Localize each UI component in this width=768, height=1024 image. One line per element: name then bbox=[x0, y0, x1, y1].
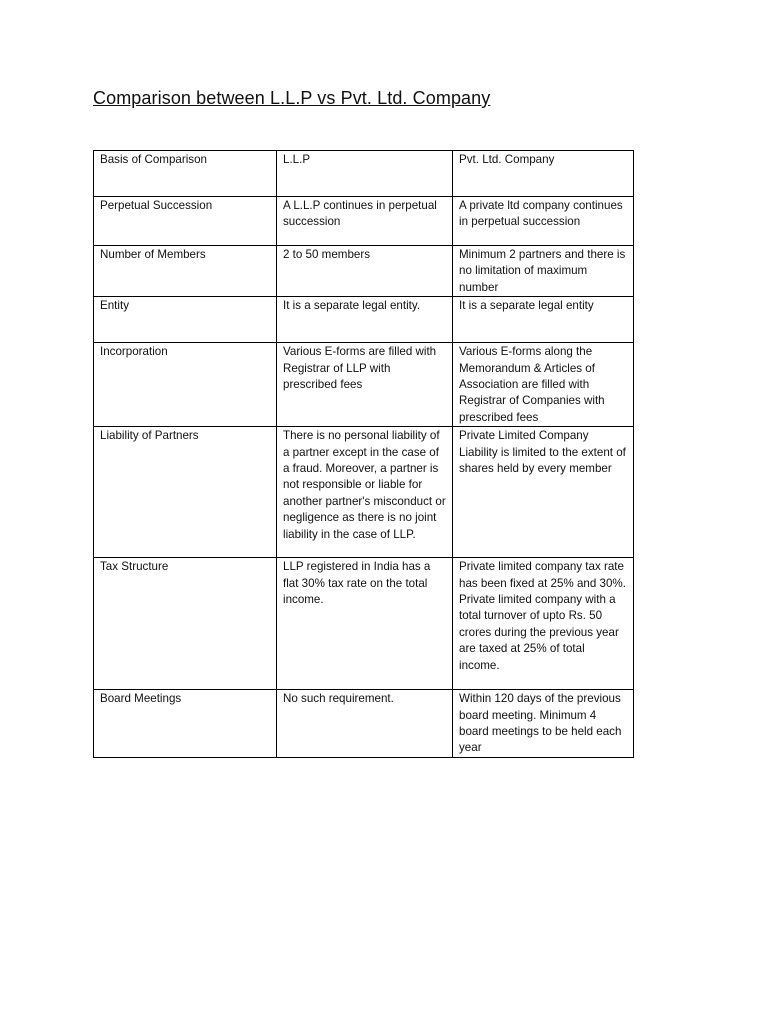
row-label-cell: Number of Members bbox=[94, 246, 277, 297]
pvt-ltd-cell: Private limited company tax rate has been fixed at 25% and 30%. Private limited company with a total turnover of upto Rs. 50 crores during the previous year are taxed at 25% of total income. bbox=[453, 558, 634, 690]
table-row bbox=[94, 427, 634, 558]
header-cell-pvt-ltd: Pvt. Ltd. Company bbox=[453, 151, 634, 197]
llp-cell: No such requirement. bbox=[277, 690, 453, 758]
pvt-ltd-cell: Private Limited Company Liability is limited to the extent of shares held by every member bbox=[453, 427, 634, 558]
table-row bbox=[94, 246, 634, 297]
table-header-row bbox=[94, 151, 634, 197]
page-title: Comparison between L.L.P vs Pvt. Ltd. Company bbox=[93, 88, 491, 108]
llp-cell: 2 to 50 members bbox=[277, 246, 453, 297]
llp-cell: LLP registered in India has a flat 30% tax rate on the total income. bbox=[277, 558, 453, 690]
row-label-cell: Board Meetings bbox=[94, 690, 277, 758]
row-label-cell: Incorporation bbox=[94, 343, 277, 427]
row-label-cell: Perpetual Succession bbox=[94, 197, 277, 246]
table-row bbox=[94, 690, 634, 758]
llp-cell: A L.L.P continues in perpetual succession bbox=[277, 197, 453, 246]
llp-cell: Various E-forms are filled with Registrar of LLP with prescribed fees bbox=[277, 343, 453, 427]
pvt-ltd-cell: It is a separate legal entity bbox=[453, 297, 634, 343]
pvt-ltd-cell: Various E-forms along the Memorandum & Articles of Association are filled with Registrar of Companies with prescribed fees bbox=[453, 343, 634, 427]
table-row bbox=[94, 558, 634, 690]
pvt-ltd-cell: Within 120 days of the previous board meeting. Minimum 4 board meetings to be held each year bbox=[453, 690, 634, 758]
header-cell-llp: L.L.P bbox=[277, 151, 453, 197]
table-row bbox=[94, 197, 634, 246]
header-cell-basis: Basis of Comparison bbox=[94, 151, 277, 197]
pvt-ltd-cell: Minimum 2 partners and there is no limitation of maximum number bbox=[453, 246, 634, 297]
comparison-table bbox=[93, 150, 634, 758]
table-row bbox=[94, 297, 634, 343]
llp-cell: There is no personal liability of a partner except in the case of a fraud. Moreover, a partner is not responsible or liable for another partner's misconduct or negligence as there is no joint liability in the case of LLP. bbox=[277, 427, 453, 558]
row-label-cell: Liability of Partners bbox=[94, 427, 277, 558]
table-row bbox=[94, 343, 634, 427]
llp-cell: It is a separate legal entity. bbox=[277, 297, 453, 343]
row-label-cell: Tax Structure bbox=[94, 558, 277, 690]
pvt-ltd-cell: A private ltd company continues in perpetual succession bbox=[453, 197, 634, 246]
row-label-cell: Entity bbox=[94, 297, 277, 343]
